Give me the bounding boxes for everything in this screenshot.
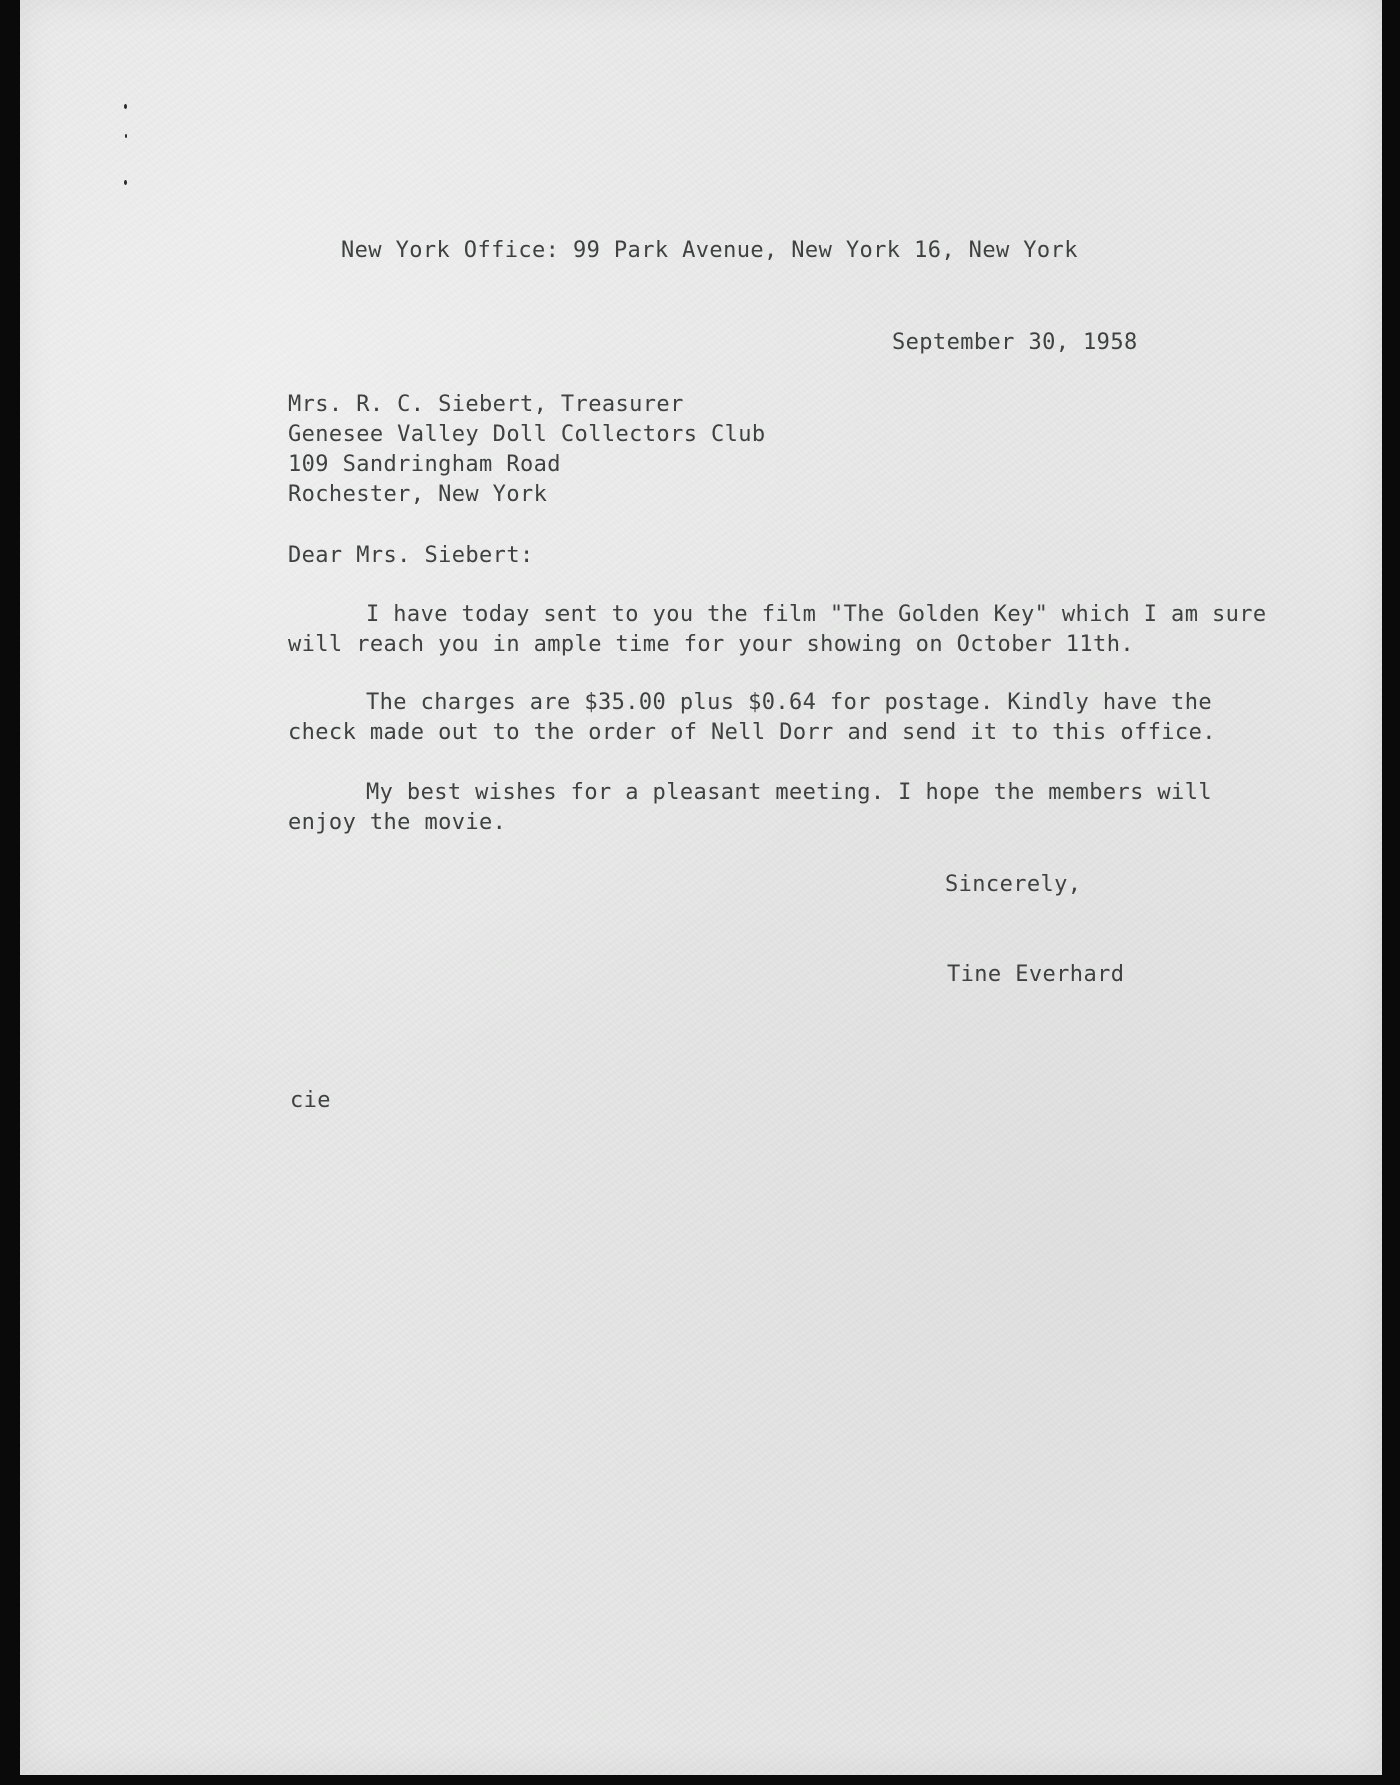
letterhead: New York Office: 99 Park Avenue, New York 16, New York xyxy=(341,238,1078,263)
body-paragraph-2 xyxy=(288,688,1216,748)
recipient-street: 109 Sandringham Road xyxy=(288,452,561,477)
typist-initials: cie xyxy=(290,1088,331,1113)
body-paragraph-3 xyxy=(288,778,1212,838)
signature-name: Tine Everhard xyxy=(947,962,1125,987)
recipient-organization: Genesee Valley Doll Collectors Club xyxy=(288,422,766,447)
paragraph-line: enjoy the movie. xyxy=(288,810,507,835)
letter-page xyxy=(20,0,1382,1775)
salutation: Dear Mrs. Siebert: xyxy=(288,543,534,568)
body-paragraph-1 xyxy=(288,600,1267,660)
paragraph-line: My best wishes for a pleasant meeting. I hope the members will xyxy=(366,780,1212,805)
paragraph-line: The charges are $35.00 plus $0.64 for postage. Kindly have the xyxy=(366,690,1212,715)
paper-speck xyxy=(125,134,127,138)
paragraph-line: will reach you in ample time for your showing on October 11th. xyxy=(288,632,1134,657)
paper-speck xyxy=(124,180,127,185)
recipient-city: Rochester, New York xyxy=(288,482,548,507)
recipient-name: Mrs. R. C. Siebert, Treasurer xyxy=(288,392,684,417)
paragraph-line: check made out to the order of Nell Dorr and send it to this office. xyxy=(288,720,1216,745)
paper-speck xyxy=(124,104,127,109)
recipient-address xyxy=(288,390,766,510)
paragraph-line: I have today sent to you the film "The Golden Key" which I am sure xyxy=(366,602,1267,627)
letter-date: September 30, 1958 xyxy=(892,330,1138,355)
complimentary-closing: Sincerely, xyxy=(945,872,1082,897)
